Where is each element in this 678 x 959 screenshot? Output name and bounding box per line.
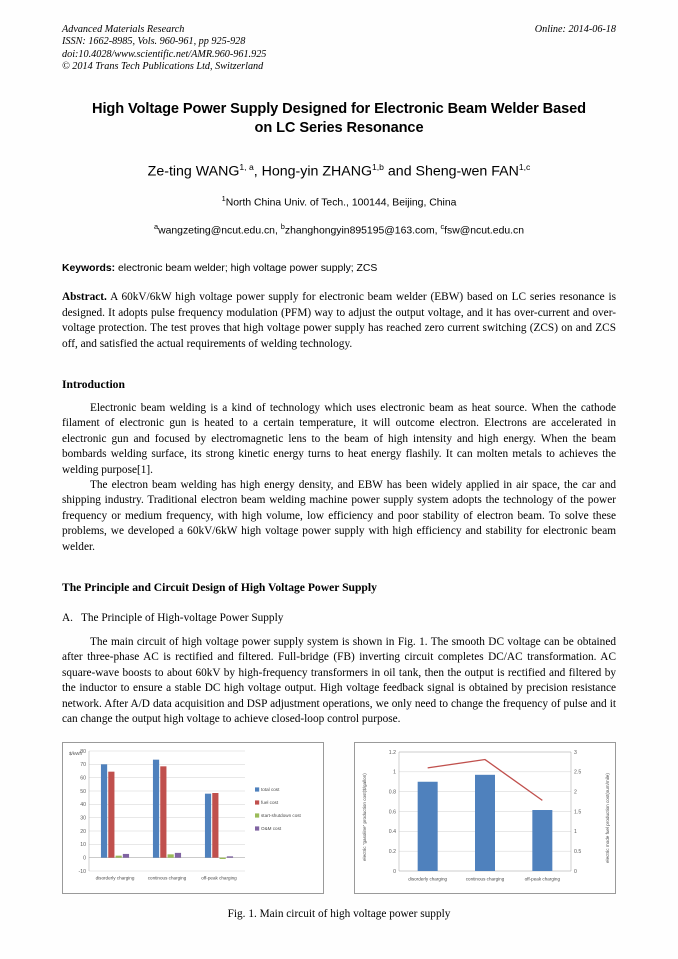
secondary-y-axis-tick-label: 1.5 — [574, 809, 582, 816]
email-a: wangzeting@ncut.edu.cn, — [158, 225, 281, 237]
secondary-y-axis-tick-label: 3 — [574, 750, 577, 757]
y-axis-tick-label: 0.2 — [388, 849, 396, 856]
x-axis-category-label: disorderly charging — [95, 875, 135, 881]
subsection-a-letter: A. — [62, 611, 73, 624]
x-axis-category-label: off-peak charging — [524, 876, 561, 882]
intro-paragraph-2: The electron beam welding has high energy density, and EBW has been widely applied in air space, the car and shipping industry. Traditional electron beam welding machine power supply system adopts the technology of the power frequency or medium frequency, with high volume, low efficiency and poor stability of electron beam. To solve these problems, we developed a 60kV/6kW high voltage power supply with high efficiency and stability for electronic beam welder. — [62, 478, 616, 553]
legend-label: start-shutdown cost — [261, 813, 301, 819]
y-axis-tick-label: 1.2 — [388, 750, 396, 757]
legend-label: total cost — [261, 787, 280, 793]
author-3-name: Sheng-wen FAN — [415, 163, 519, 180]
bar — [160, 767, 166, 858]
y-axis-tick-label: 0 — [393, 869, 396, 876]
bar — [101, 765, 107, 858]
secondary-y-axis-tick-label: 0 — [574, 869, 577, 876]
author-separator-2: and — [383, 163, 416, 180]
y-axis-tick-label: 40 — [80, 802, 86, 809]
subsection-a — [62, 611, 616, 626]
bar — [123, 854, 129, 858]
bar — [212, 793, 218, 858]
y-axis-tick-label: -10 — [78, 869, 86, 876]
bar — [227, 857, 233, 858]
chart-right-container — [354, 742, 616, 894]
keywords — [62, 262, 616, 276]
y-axis-tick-label: 70 — [80, 762, 86, 769]
title-line-1: High Voltage Power Supply Designed for Electronic Beam Welder Based — [92, 100, 586, 117]
y-axis-tick-label: 0.8 — [388, 789, 396, 796]
author-2-affil-marker: 1,b — [372, 161, 384, 172]
journal-copyright: © 2014 Trans Tech Publications Ltd, Switzerland — [62, 61, 264, 73]
author-1-affil-marker: 1, a — [239, 161, 254, 172]
bar — [205, 794, 211, 858]
y-axis-tick-label: 10 — [80, 842, 86, 849]
author-list — [62, 158, 616, 181]
email-c-marker: c — [440, 221, 445, 231]
abstract — [62, 290, 616, 352]
journal-issn: ISSN: 1662-8985, Vols. 960-961, pp 925-928 — [62, 36, 246, 48]
bar — [116, 856, 122, 858]
legend-swatch — [255, 814, 259, 818]
author-1-name: Ze-ting WANG — [147, 163, 240, 180]
subsection-a-title: The Principle of High-voltage Power Supply — [80, 611, 284, 624]
bar — [418, 782, 438, 871]
bar — [532, 810, 552, 871]
author-3-affil-marker: 1,c — [518, 161, 531, 172]
journal-name: Advanced Materials Research — [62, 24, 185, 35]
x-axis-category-label: disorderly charging — [408, 876, 448, 882]
secondary-y-axis-tick-label: 0.5 — [574, 849, 582, 856]
y-axis-title: $/kWh — [69, 751, 83, 757]
title-line-2: on LC Series Resonance — [254, 119, 424, 136]
figure-caption: Fig. 1. Main circuit of high voltage power supply — [227, 908, 451, 921]
y-axis-title: electric "gasoline" production cost($/gallon) — [362, 773, 367, 862]
keywords-value: electronic beam welder; high voltage power supply; ZCS — [115, 263, 378, 275]
x-axis-category-label: off-peak charging — [201, 875, 237, 881]
y-axis-tick-label: 0.6 — [388, 809, 396, 816]
author-emails — [62, 220, 616, 238]
affiliation-text: North China Univ. of Tech., 100144, Beijing, China — [225, 197, 457, 209]
intro-paragraph-1: Electronic beam welding is a kind of technology which uses electronic beam as heat source. When the cathode filament of electronic gun is heated to a certain temperature, it will outcome electron. Electrons are accelerated in electronic gun and focused by electromagnetic lens to the beam of high intensity and high energy. When the beam bombards welding surface, its strong kinetic energy turns to heat energy flashily. It can molten metals to achieves the welding purpose[1]. — [62, 401, 616, 476]
y-axis-tick-label: 30 — [80, 815, 86, 822]
x-axis-category-label: continous charging — [465, 876, 505, 882]
secondary-y-axis-tick-label: 2.5 — [574, 770, 582, 777]
abstract-label: Abstract. — [62, 291, 107, 304]
y-axis-tick-label: 1 — [393, 770, 396, 777]
figure-1 — [62, 742, 616, 894]
secondary-y-axis-tick-label: 1 — [574, 829, 577, 836]
online-date: Online: 2014-06-18 — [534, 24, 616, 35]
bar — [475, 775, 495, 871]
bar — [153, 760, 159, 858]
email-a-marker: a — [154, 221, 159, 231]
legend-swatch — [255, 827, 259, 831]
bar — [108, 772, 114, 858]
bar — [168, 855, 174, 858]
y-axis-tick-label: 60 — [80, 775, 86, 782]
affiliation — [62, 192, 616, 210]
y-axis-tick-label: 80 — [80, 749, 86, 756]
email-b-marker: b — [280, 221, 285, 231]
page-title — [62, 100, 616, 138]
x-axis-category-label: continous charging — [147, 875, 187, 881]
bar — [220, 858, 226, 859]
y-axis-tick-label: 0.4 — [388, 829, 396, 836]
heading-introduction: Introduction — [62, 377, 125, 391]
y-axis-tick-label: 50 — [80, 789, 86, 796]
secondary-y-axis-tick-label: 2 — [574, 789, 577, 796]
affiliation-marker: 1 — [221, 194, 226, 204]
legend-swatch — [255, 788, 259, 792]
journal-header — [62, 24, 616, 74]
keywords-label: Keywords: — [62, 263, 116, 275]
legend-swatch — [255, 801, 259, 805]
email-c: fsw@ncut.edu.cn — [444, 225, 524, 237]
y-axis-tick-label: 0 — [83, 855, 86, 862]
legend-label: fuel cost — [261, 800, 279, 806]
secondary-y-axis-title: electric mode fuel production cost(sum/mile) — [605, 773, 610, 864]
principle-paragraph-1: The main circuit of high voltage power supply system is shown in Fig. 1. The smooth DC voltage can be obtained after three-phase AC is rectified and filtered. Full-bridge (FB) inverting circuit completes DC/AC transformation. AC square-wave boosts to about 60kV by high-frequency transformers in oil tank, then the output is rectified and filtered by the inductor to ensure a stable DC high voltage output. High voltage feedback signal is obtained by precision resistance network. After A/D data acquisition and DSP adjustment operations, we only need to change the frequency of pulse and it can change the output high voltage to achieve closed-loop control purpose. — [62, 635, 616, 726]
chart-left-container — [62, 742, 324, 894]
bar-line-chart-production-cost — [355, 743, 615, 893]
journal-doi: doi:10.4028/www.scientific.net/AMR.960-961.925 — [62, 48, 267, 60]
email-b: zhanghongyin895195@163.com, — [284, 225, 441, 237]
abstract-text: A 60kV/6kW high voltage power supply for electronic beam welder (EBW) based on LC series resonance is designed. It adopts pulse frequency modulation (PFM) way to adjust the output voltage, and it has over-current and over-voltage protection. The test proves that high voltage power supply has reached zero current switching (ZCS) on and ZCS off, and satisfied the actual requirements of welding technology. — [62, 291, 616, 350]
heading-principle-and-circuit-design: The Principle and Circuit Design of High Voltage Power Supply — [62, 580, 377, 594]
legend-label: O&M cost — [261, 826, 282, 832]
bar-chart-cost-breakdown — [63, 743, 323, 893]
bar — [175, 853, 181, 858]
y-axis-tick-label: 20 — [80, 829, 86, 836]
author-separator-1: , — [253, 163, 262, 180]
author-2-name: Hong-yin ZHANG — [261, 163, 373, 180]
